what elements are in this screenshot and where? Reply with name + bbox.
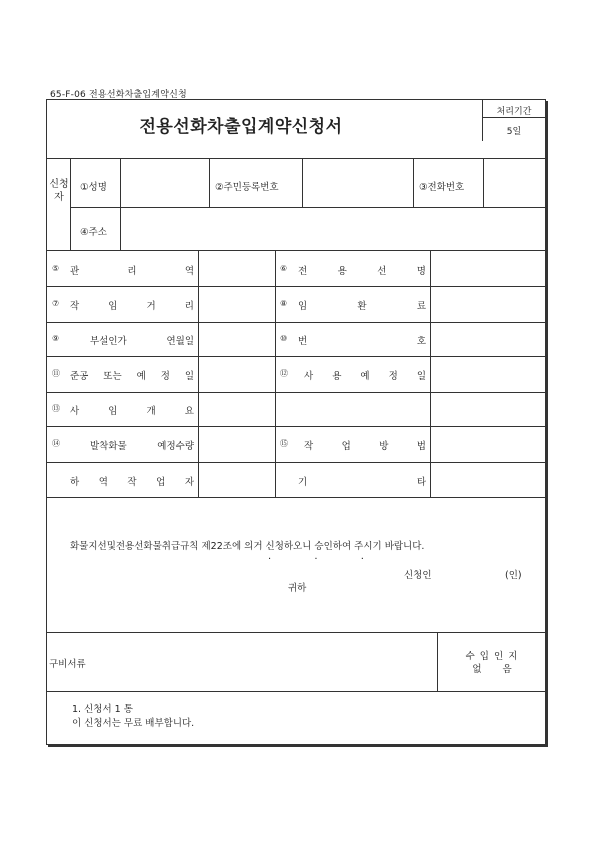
form-code: 65-F-06 전용선화차출입계약신청 [50,90,187,100]
grid-line [120,158,121,250]
stamp-line-1: 수 입 인 지 [465,651,519,662]
phone-label: ③전화번호 [419,182,465,193]
item-number: ⑪ [52,369,60,378]
grid-line [70,207,546,208]
item-label: 임 환 료 [298,301,426,312]
processing-label: 처리기간 [496,107,532,117]
item-number: ⑤ [52,264,60,273]
applicant-sign-label: 신청인 [404,570,432,581]
item-label: 기 타 [298,477,426,488]
item-label: 준공 또는 예 정 일 [70,371,194,382]
grid-line [46,356,546,357]
grid-line [46,497,546,498]
resident-number-label: ②주민등록번호 [215,182,279,193]
item-number: ⑩ [280,334,288,343]
grid-line [483,158,484,207]
grid-line [46,286,546,287]
item-label: 부설인가 연월일 [90,336,194,347]
grid-line [46,250,546,251]
grid-line [46,462,546,463]
document-notes [72,703,194,731]
item-label: 사 용 예 정 일 [304,371,426,382]
item-number: ⑥ [280,264,288,273]
revenue-stamp-box [438,650,546,676]
declaration-text: 화물지선및전용선화물취급규칙 제22조에 의거 신청하오니 승인하여 주시기 바랍니다. [70,541,425,552]
grid-line [302,158,303,207]
grid-line [46,691,546,692]
grid-line [46,322,546,323]
grid-line [198,250,199,497]
grid-line [46,158,546,159]
item-number: ⑮ [280,439,288,448]
grid-line [46,632,546,633]
seal-mark: (인) [505,570,522,581]
item-number: ⑨ [52,334,60,343]
item-label: 발착화물 예정수량 [90,441,194,452]
item-label: 사 임 개 요 [70,406,194,417]
grid-line [413,158,414,207]
stamp-line-2: 없 음 [472,664,512,675]
item-label: 관 리 역 [70,266,194,277]
item-label: 전 용 선 명 [298,266,426,277]
item-number: ⑫ [280,369,288,378]
form-title: 전용선화차출입계약신청서 [139,117,343,137]
grid-line [70,158,71,250]
addressee-label: 귀하 [288,583,307,594]
item-label: 하 역 작 업 자 [70,477,194,488]
applicant-section-label: 신청자 [49,179,69,203]
note-1: 1. 신청서 1 통 [72,704,133,715]
item-number: ⑦ [52,299,60,308]
processing-value: 5일 [506,127,522,137]
grid-line [275,250,276,497]
grid-line [46,392,546,393]
date-placeholder: · · · [268,554,384,565]
processing-box-midline [482,117,546,118]
address-label: ④주소 [80,227,107,238]
item-number: ⑧ [280,299,288,308]
item-label: 작 업 방 법 [304,441,426,452]
required-documents-label: 구비서류 [49,659,86,670]
note-2: 이 신청서는 무료 배부합니다. [72,718,195,729]
item-label: 번 호 [298,336,426,347]
item-label: 작 임 거 리 [70,301,194,312]
grid-line [46,426,546,427]
grid-line [430,250,431,497]
item-number: ⑭ [52,439,60,448]
name-label: ①성명 [80,182,107,193]
form-frame [46,99,546,745]
grid-line [209,158,210,207]
item-number: ⑬ [52,404,60,413]
